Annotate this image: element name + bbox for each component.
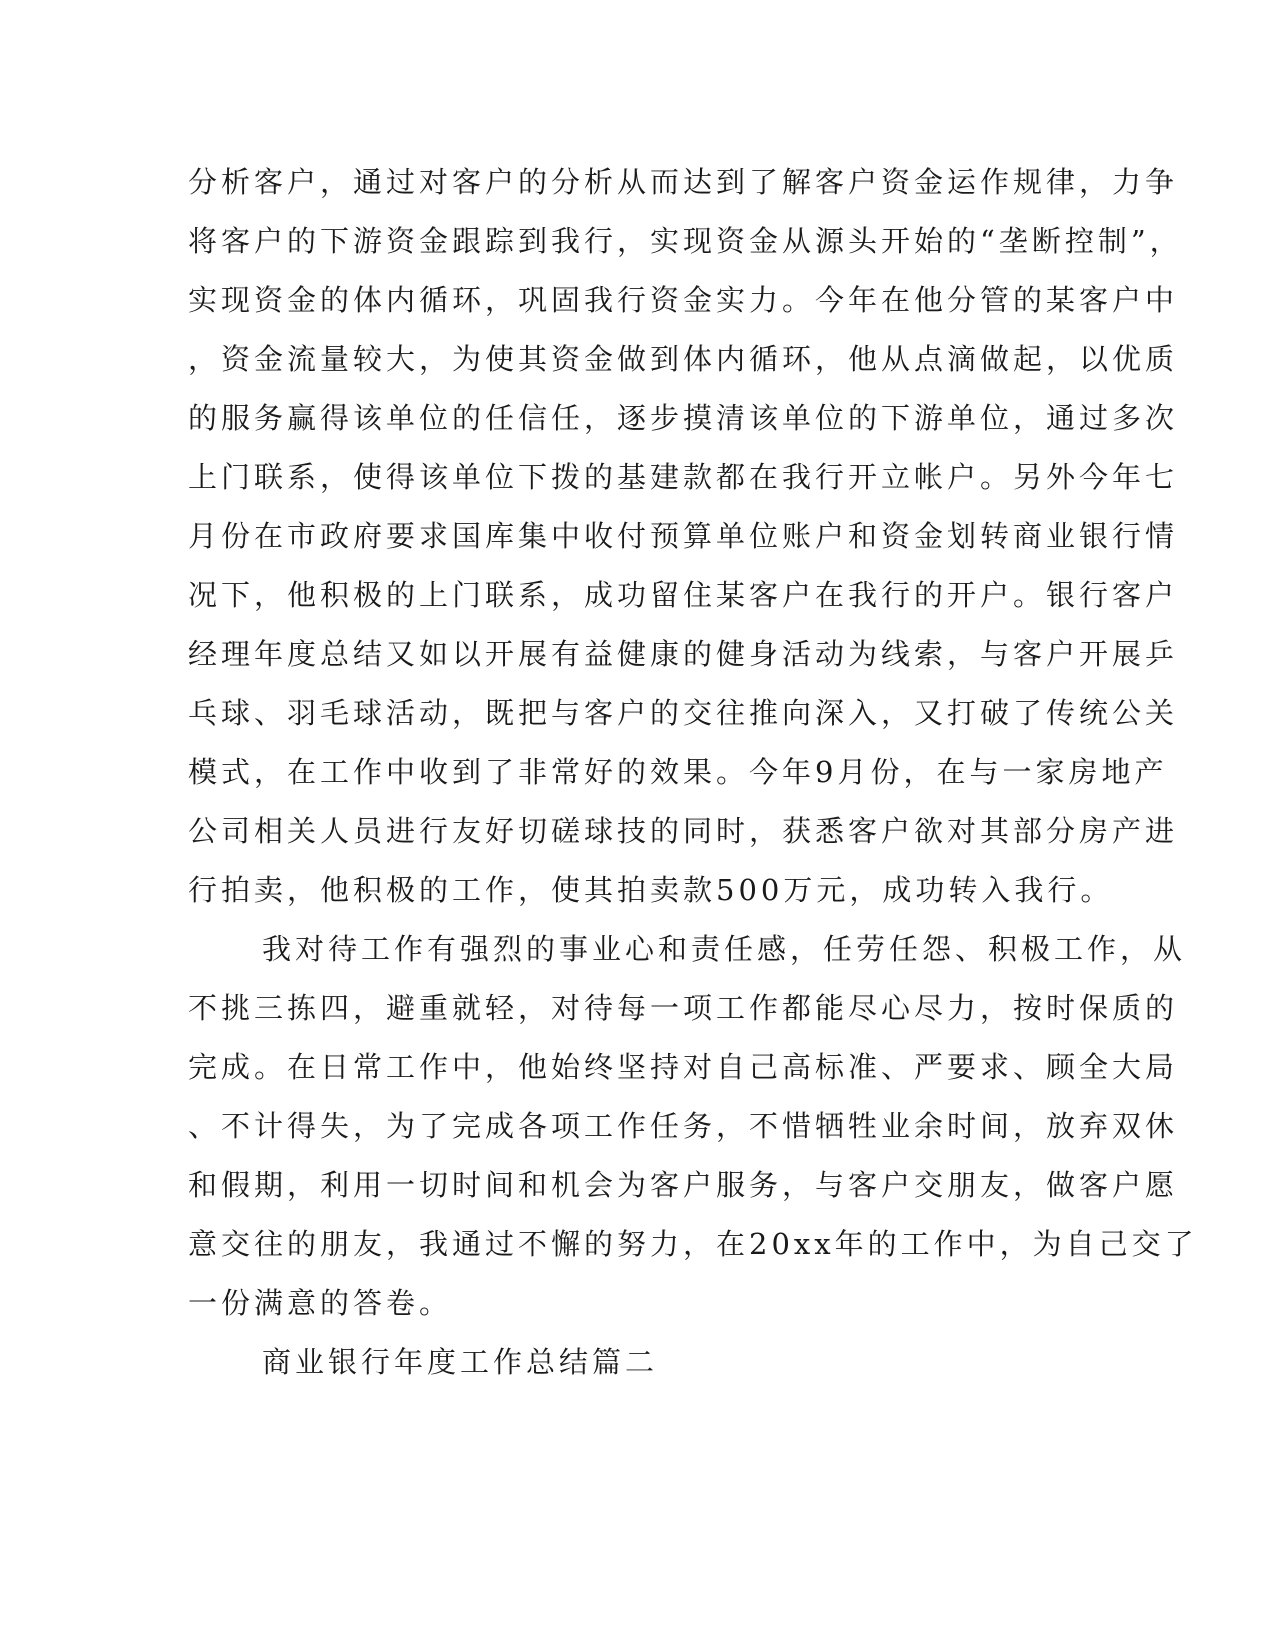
paragraph1-line-12: 公司相关人员进行友好切磋球技的同时，获悉客户欲对其部分房产进 [188, 814, 1179, 848]
paragraph1-line-7: 月份在市政府要求国库集中收付预算单位账户和资金划转商业银行情 [188, 519, 1179, 553]
paragraph1-line-11: 模式，在工作中收到了非常好的效果。今年9月份，在与一家房地产 [188, 755, 1168, 789]
paragraph2-line-7: 一份满意的答卷。 [188, 1286, 453, 1320]
paragraph1-line-2: 将客户的下游资金跟踪到我行，实现资金从源头开始的“垄断控制”， [188, 224, 1183, 258]
paragraph1-line-9: 经理年度总结又如以开展有益健康的健身活动为线索，与客户开展乒 [188, 637, 1179, 671]
paragraph1-line-6: 上门联系，使得该单位下拨的基建款都在我行开立帐户。另外今年七 [188, 460, 1179, 494]
paragraph2-line-3: 完成。在日常工作中，他始终坚持对自己高标准、严要求、顾全大局 [188, 1050, 1179, 1084]
section-heading: 商业银行年度工作总结篇二 [262, 1345, 659, 1379]
paragraph1-line-1: 分析客户，通过对客户的分析从而达到了解客户资金运作规律，力争 [188, 165, 1179, 199]
paragraph1-line-8: 况下，他积极的上门联系，成功留住某客户在我行的开户。银行客户 [188, 578, 1179, 612]
paragraph1-line-5: 的服务赢得该单位的任信任，逐步摸清该单位的下游单位，通过多次 [188, 401, 1179, 435]
paragraph1-line-4: ，资金流量较大，为使其资金做到体内循环，他从点滴做起，以优质 [188, 342, 1179, 376]
paragraph1-line-13: 行拍卖，他积极的工作，使其拍卖款500万元，成功转入我行。 [188, 873, 1114, 907]
paragraph2-line-1: 我对待工作有强烈的事业心和责任感，任劳任怨、积极工作，从 [262, 932, 1187, 966]
paragraph1-line-3: 实现资金的体内循环，巩固我行资金实力。今年在他分管的某客户中 [188, 283, 1179, 317]
paragraph2-line-6: 意交往的朋友，我通过不懈的努力，在20xx年的工作中，为自己交了 [188, 1227, 1198, 1261]
paragraph1-line-10: 乓球、羽毛球活动，既把与客户的交往推向深入，又打破了传统公关 [188, 696, 1179, 730]
paragraph2-line-4: 、不计得失，为了完成各项工作任务，不惜牺牲业余时间，放弃双休 [188, 1109, 1179, 1143]
paragraph2-line-5: 和假期，利用一切时间和机会为客户服务，与客户交朋友，做客户愿 [188, 1168, 1179, 1202]
paragraph2-line-2: 不挑三拣四，避重就轻，对待每一项工作都能尽心尽力，按时保质的 [188, 991, 1179, 1025]
